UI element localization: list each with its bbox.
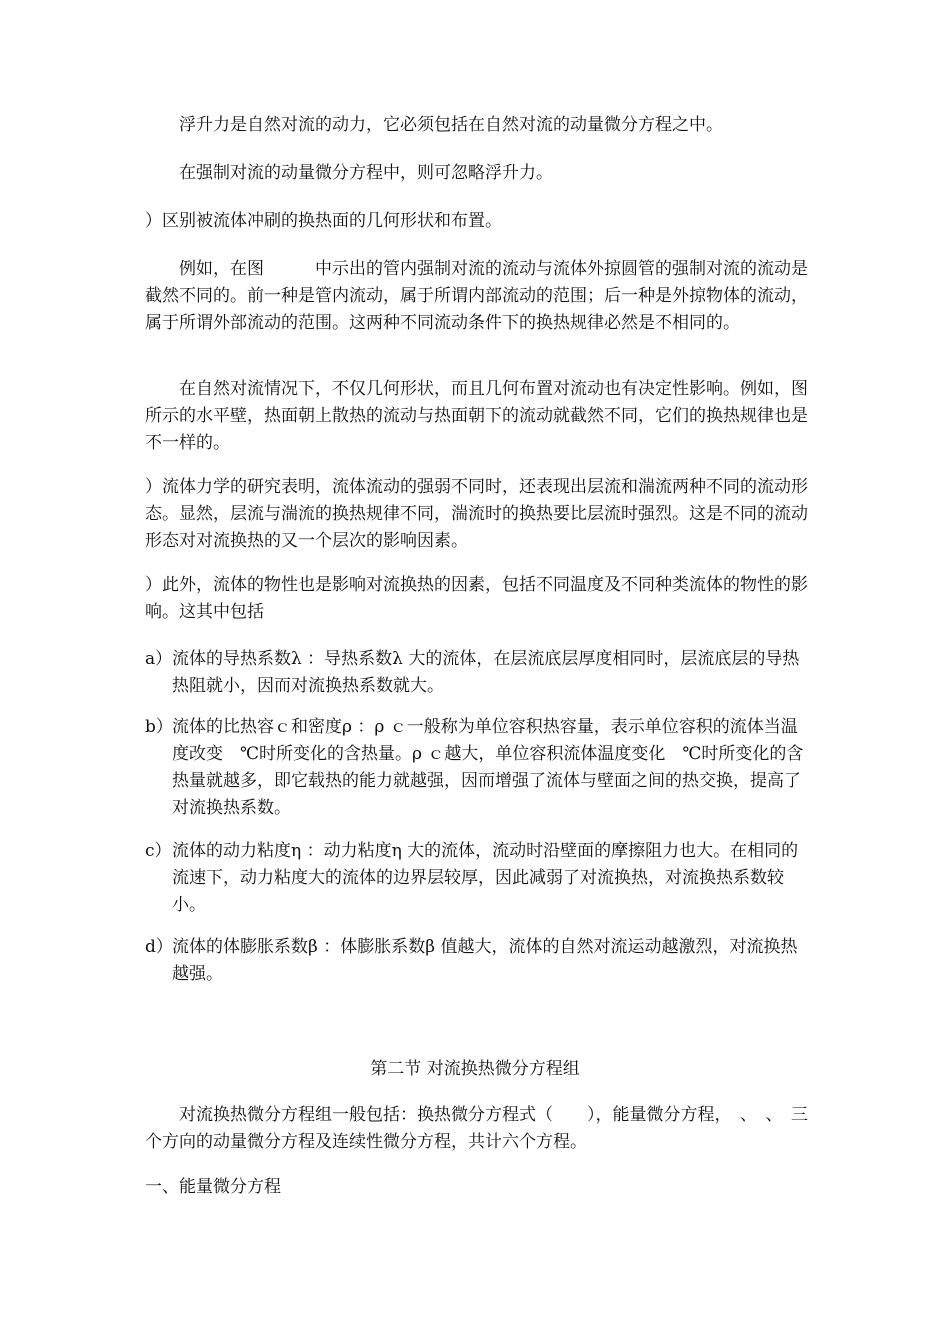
list-label-d: d） [145, 937, 173, 957]
paragraph-properties: ）此外，流体的物性也是影响对流换热的因素，包括不同温度及不同种类流体的物性的影响。这其中包括 [145, 575, 808, 622]
list-label-c: c） [145, 841, 172, 861]
list-label-b: b） [145, 717, 173, 737]
list-item-expansion: 流体的体膨胀系数β ：体膨胀系数β 值越大，流体的自然对流运动越激烈，对流换热越强。 [172, 937, 798, 984]
subsection-heading: 一、能量微分方程 [145, 1177, 281, 1197]
paragraph-geometry-point: ）区别被流体冲刷的换热面的几何形状和布置。 [145, 211, 502, 231]
paragraph-forced-convection: 在强制对流的动量微分方程中，则可忽略浮升力。 [179, 163, 553, 183]
list-item-heat-capacity: 流体的比热容ｃ和密度ρ ：ρ ｃ一般称为单位容积热容量，表示单位容积的流体当温度改变 ℃时所变化的含热量。ρ ｃ越大，单位容积流体温度变化 ℃时所变化的含热量就越多，即它载热的能力就越强，因而增强了流体与壁面之间的热交换，提高了对流换热系数。 [172, 717, 804, 818]
paragraph-flow-regime: ）流体力学的研究表明，流体流动的强弱不同时，还表现出层流和湍流两种不同的流动形态。显然，层流与湍流的换热规律不同，湍流时的换热要比层流时强烈。这是不同的流动形态对对流换热的又一个层次的影响因素。 [145, 477, 808, 551]
section-intro: 对流换热微分方程组一般包括：换热微分方程式（ ），能量微分方程， 、 、 三个方向的动量微分方程及连续性微分方程，共计六个方程。 [145, 1105, 808, 1152]
list-label-a: a） [145, 649, 173, 669]
paragraph-natural-convection: 在自然对流情况下，不仅几何形状，而且几何布置对流动也有决定性影响。例如，图 所示的水平壁，热面朝上散热的流动与热面朝下的流动就截然不同，它们的换热规律也是不一样的。 [145, 379, 859, 453]
list-item-viscosity: 流体的动力粘度η ：动力粘度η 大的流体，流动时沿壁面的摩擦阻力也大。在相同的流速下，动力粘度大的流体的边界层较厚，因此减弱了对流换热，对流换热系数较小。 [172, 841, 799, 915]
section-title: 第二节 对流换热微分方程组 [370, 1059, 580, 1079]
paragraph-example-tube: 例如，在图 中示出的管内强制对流的流动与流体外掠圆管的强制对流的流动是截然不同的。前一种是管内流动，属于所谓内部流动的范围；后一种是外掠物体的流动，属于所谓外部流动的范围。这两种不同流动条件下的换热规律必然是不相同的。 [145, 259, 808, 333]
list-item-conductivity: 流体的导热系数λ ：导热系数λ 大的流体，在层流底层厚度相同时，层流底层的导热热阻就小，因而对流换热系数就大。 [172, 649, 800, 696]
paragraph-buoyancy: 浮升力是自然对流的动力，它必须包括在自然对流的动量微分方程之中。 [179, 115, 723, 135]
